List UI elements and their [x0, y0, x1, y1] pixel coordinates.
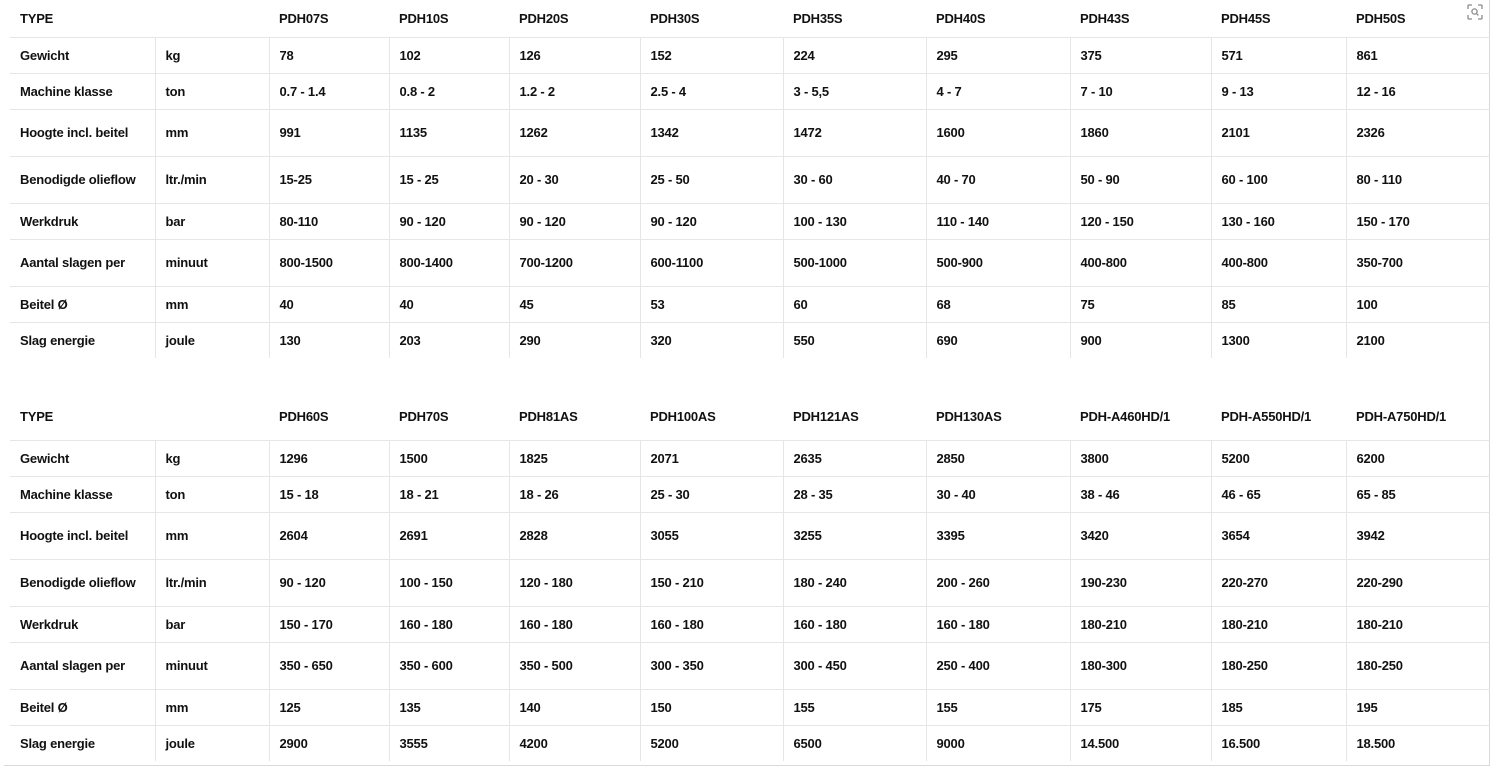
model-name: PDH45S	[1221, 10, 1271, 26]
table-header-row	[10, 394, 1490, 440]
spec-value: 15 - 18	[269, 476, 389, 512]
spec-value: 3555	[389, 725, 509, 761]
spec-value: 4 - 7	[926, 73, 1070, 109]
spec-value: 50 - 90	[1070, 156, 1211, 203]
model-name: PDH-A750HD/1	[1356, 409, 1447, 425]
spec-value: 28 - 35	[783, 476, 926, 512]
spec-value: 3654	[1211, 512, 1346, 559]
spec-unit: kg	[155, 37, 269, 73]
spec-value: 180-210	[1070, 606, 1211, 642]
model-name: PDH50S	[1356, 10, 1406, 26]
spec-value: 3 - 5,5	[783, 73, 926, 109]
spec-value: 68	[926, 286, 1070, 322]
spec-value: 150 - 210	[640, 559, 783, 606]
spec-unit: ltr./min	[155, 156, 269, 203]
spec-value: 140	[509, 689, 640, 725]
spec-value: 2326	[1346, 109, 1490, 156]
table-header-row	[10, 0, 1490, 37]
spec-label: Benodigde olieflow	[10, 156, 155, 203]
spec-value: 175	[1070, 689, 1211, 725]
spec-value: 1342	[640, 109, 783, 156]
spec-unit: minuut	[155, 239, 269, 286]
spec-label: Werkdruk	[10, 203, 155, 239]
spec-value: 152	[640, 37, 783, 73]
spec-value: 135	[389, 689, 509, 725]
spec-value: 155	[783, 689, 926, 725]
spec-value: 500-1000	[783, 239, 926, 286]
spec-value: 200 - 260	[926, 559, 1070, 606]
type-unit	[155, 0, 269, 37]
table-row	[10, 725, 1490, 761]
spec-value: 500-900	[926, 239, 1070, 286]
spec-value: 203	[389, 322, 509, 358]
table-row	[10, 239, 1490, 286]
table-row	[10, 559, 1490, 606]
spec-value: 150	[640, 689, 783, 725]
spec-value: 30 - 40	[926, 476, 1070, 512]
spec-value: 15 - 25	[389, 156, 509, 203]
spec-label: Machine klasse	[10, 476, 155, 512]
spec-value: 400-800	[1211, 239, 1346, 286]
spec-value: 220-270	[1211, 559, 1346, 606]
spec-value: 160 - 180	[509, 606, 640, 642]
spec-unit: mm	[155, 512, 269, 559]
table-row	[10, 642, 1490, 689]
spec-label: Slag energie	[10, 725, 155, 761]
spec-value: 12 - 16	[1346, 73, 1490, 109]
spec-value: 550	[783, 322, 926, 358]
spec-value: 60	[783, 286, 926, 322]
spec-value: 350-700	[1346, 239, 1490, 286]
spec-unit: bar	[155, 606, 269, 642]
spec-value: 80 - 110	[1346, 156, 1490, 203]
spec-value: 185	[1211, 689, 1346, 725]
spec-value: 350 - 500	[509, 642, 640, 689]
spec-value: 110 - 140	[926, 203, 1070, 239]
spec-table-2	[10, 394, 1490, 761]
spec-value: 130 - 160	[1211, 203, 1346, 239]
spec-value: 53	[640, 286, 783, 322]
type-label: TYPE	[20, 409, 54, 425]
spec-value: 295	[926, 37, 1070, 73]
spec-value: 250 - 400	[926, 642, 1070, 689]
spec-value: 180-300	[1070, 642, 1211, 689]
spec-value: 18 - 21	[389, 476, 509, 512]
model-name: PDH07S	[279, 10, 329, 26]
spec-value: 290	[509, 322, 640, 358]
spec-unit: kg	[155, 440, 269, 476]
spec-value: 1500	[389, 440, 509, 476]
model-name: PDH40S	[936, 10, 986, 26]
spec-value: 1135	[389, 109, 509, 156]
table-row	[10, 203, 1490, 239]
spec-value: 80-110	[269, 203, 389, 239]
spec-label: Aantal slagen per	[10, 239, 155, 286]
spec-value: 155	[926, 689, 1070, 725]
spec-unit: mm	[155, 689, 269, 725]
model-name: PDH121AS	[793, 409, 859, 425]
spec-value: 9000	[926, 725, 1070, 761]
spec-value: 5200	[1211, 440, 1346, 476]
spec-value: 3942	[1346, 512, 1490, 559]
model-name: PDH100AS	[650, 409, 716, 425]
spec-value: 0.7 - 1.4	[269, 73, 389, 109]
spec-value: 9 - 13	[1211, 73, 1346, 109]
spec-value: 220-290	[1346, 559, 1490, 606]
spec-value: 190-230	[1070, 559, 1211, 606]
spec-value: 180 - 240	[783, 559, 926, 606]
table-row	[10, 476, 1490, 512]
type-unit	[155, 394, 269, 440]
spec-value: 40	[389, 286, 509, 322]
spec-value: 20 - 30	[509, 156, 640, 203]
table-row	[10, 73, 1490, 109]
spec-value: 1300	[1211, 322, 1346, 358]
spec-value: 120 - 150	[1070, 203, 1211, 239]
spec-value: 700-1200	[509, 239, 640, 286]
spec-value: 2100	[1346, 322, 1490, 358]
spec-value: 2071	[640, 440, 783, 476]
spec-value: 2604	[269, 512, 389, 559]
spec-value: 690	[926, 322, 1070, 358]
spec-value: 160 - 180	[783, 606, 926, 642]
spec-value: 160 - 180	[389, 606, 509, 642]
spec-value: 78	[269, 37, 389, 73]
spec-value: 45	[509, 286, 640, 322]
table-row	[10, 37, 1490, 73]
spec-value: 3055	[640, 512, 783, 559]
spec-value: 100 - 150	[389, 559, 509, 606]
spec-table-1	[10, 0, 1490, 358]
spec-unit: mm	[155, 286, 269, 322]
spec-value: 4200	[509, 725, 640, 761]
spec-value: 150 - 170	[269, 606, 389, 642]
type-label: TYPE	[20, 10, 54, 26]
spec-value: 180-250	[1211, 642, 1346, 689]
spec-value: 126	[509, 37, 640, 73]
spec-value: 3395	[926, 512, 1070, 559]
spec-unit: ltr./min	[155, 559, 269, 606]
spec-value: 1860	[1070, 109, 1211, 156]
spec-value: 14.500	[1070, 725, 1211, 761]
spec-value: 800-1400	[389, 239, 509, 286]
spec-value: 2635	[783, 440, 926, 476]
spec-value: 46 - 65	[1211, 476, 1346, 512]
spec-unit: joule	[155, 725, 269, 761]
spec-value: 350 - 650	[269, 642, 389, 689]
spec-value: 180-210	[1346, 606, 1490, 642]
spec-value: 60 - 100	[1211, 156, 1346, 203]
spec-value: 991	[269, 109, 389, 156]
spec-value: 861	[1346, 37, 1490, 73]
spec-label: Aantal slagen per	[10, 642, 155, 689]
spec-value: 90 - 120	[640, 203, 783, 239]
spec-unit: ton	[155, 476, 269, 512]
spec-label: Benodigde olieflow	[10, 559, 155, 606]
spec-value: 90 - 120	[509, 203, 640, 239]
spec-value: 85	[1211, 286, 1346, 322]
spec-value: 1472	[783, 109, 926, 156]
spec-value: 0.8 - 2	[389, 73, 509, 109]
spec-value: 320	[640, 322, 783, 358]
spec-value: 1825	[509, 440, 640, 476]
spec-value: 1262	[509, 109, 640, 156]
spec-value: 600-1100	[640, 239, 783, 286]
spec-unit: bar	[155, 203, 269, 239]
spec-value: 375	[1070, 37, 1211, 73]
model-name: PDH81AS	[519, 409, 578, 425]
spec-label: Hoogte incl. beitel	[10, 512, 155, 559]
spec-value: 180-210	[1211, 606, 1346, 642]
visual-search-icon[interactable]	[1466, 3, 1484, 21]
model-name: PDH35S	[793, 10, 843, 26]
spec-value: 18 - 26	[509, 476, 640, 512]
spec-value: 2828	[509, 512, 640, 559]
spec-value: 90 - 120	[389, 203, 509, 239]
spec-value: 16.500	[1211, 725, 1346, 761]
spec-label: Machine klasse	[10, 73, 155, 109]
spec-unit: ton	[155, 73, 269, 109]
spec-value: 3255	[783, 512, 926, 559]
spec-value: 2101	[1211, 109, 1346, 156]
table-row	[10, 322, 1490, 358]
spec-value: 571	[1211, 37, 1346, 73]
spec-value: 100 - 130	[783, 203, 926, 239]
model-name: PDH60S	[279, 409, 329, 425]
spec-value: 195	[1346, 689, 1490, 725]
spec-label: Beitel Ø	[10, 689, 155, 725]
spec-value: 350 - 600	[389, 642, 509, 689]
spec-value: 100	[1346, 286, 1490, 322]
spec-value: 800-1500	[269, 239, 389, 286]
spec-unit: mm	[155, 109, 269, 156]
spec-value: 180-250	[1346, 642, 1490, 689]
spec-value: 25 - 50	[640, 156, 783, 203]
spec-value: 2.5 - 4	[640, 73, 783, 109]
spec-value: 7 - 10	[1070, 73, 1211, 109]
spec-value: 5200	[640, 725, 783, 761]
model-name: PDH43S	[1080, 10, 1130, 26]
spec-value: 125	[269, 689, 389, 725]
spec-label: Hoogte incl. beitel	[10, 109, 155, 156]
spec-value: 102	[389, 37, 509, 73]
model-name: PDH10S	[399, 10, 449, 26]
spec-value: 38 - 46	[1070, 476, 1211, 512]
spec-value: 2691	[389, 512, 509, 559]
table-row	[10, 156, 1490, 203]
spec-value: 90 - 120	[269, 559, 389, 606]
spec-value: 1296	[269, 440, 389, 476]
spec-value: 160 - 180	[926, 606, 1070, 642]
spec-value: 6200	[1346, 440, 1490, 476]
table-row	[10, 689, 1490, 725]
spec-value: 3420	[1070, 512, 1211, 559]
spec-label: Gewicht	[10, 37, 155, 73]
spec-label: Gewicht	[10, 440, 155, 476]
spec-value: 40	[269, 286, 389, 322]
spec-value: 1.2 - 2	[509, 73, 640, 109]
spec-value: 160 - 180	[640, 606, 783, 642]
table-row	[10, 109, 1490, 156]
spec-value: 2850	[926, 440, 1070, 476]
model-name: PDH20S	[519, 10, 569, 26]
spec-value: 224	[783, 37, 926, 73]
spec-unit: minuut	[155, 642, 269, 689]
model-name: PDH70S	[399, 409, 449, 425]
spec-value: 6500	[783, 725, 926, 761]
spec-value: 2900	[269, 725, 389, 761]
spec-label: Beitel Ø	[10, 286, 155, 322]
spec-value: 75	[1070, 286, 1211, 322]
spec-value: 400-800	[1070, 239, 1211, 286]
table-row	[10, 606, 1490, 642]
spec-value: 18.500	[1346, 725, 1490, 761]
spec-value: 3800	[1070, 440, 1211, 476]
spec-value: 1600	[926, 109, 1070, 156]
spec-value: 900	[1070, 322, 1211, 358]
model-name: PDH130AS	[936, 409, 1002, 425]
table-row	[10, 512, 1490, 559]
spec-value: 65 - 85	[1346, 476, 1490, 512]
model-name: PDH-A460HD/1	[1080, 409, 1171, 425]
model-name: PDH30S	[650, 10, 700, 26]
model-name: PDH-A550HD/1	[1221, 409, 1312, 425]
spec-value: 120 - 180	[509, 559, 640, 606]
spec-value: 40 - 70	[926, 156, 1070, 203]
spec-value: 300 - 450	[783, 642, 926, 689]
spec-unit: joule	[155, 322, 269, 358]
spec-value: 25 - 30	[640, 476, 783, 512]
spec-value: 30 - 60	[783, 156, 926, 203]
spec-label: Werkdruk	[10, 606, 155, 642]
spec-value: 150 - 170	[1346, 203, 1490, 239]
spec-value: 130	[269, 322, 389, 358]
spec-value: 15-25	[269, 156, 389, 203]
table-row	[10, 440, 1490, 476]
table-row	[10, 286, 1490, 322]
spec-value: 300 - 350	[640, 642, 783, 689]
spec-label: Slag energie	[10, 322, 155, 358]
